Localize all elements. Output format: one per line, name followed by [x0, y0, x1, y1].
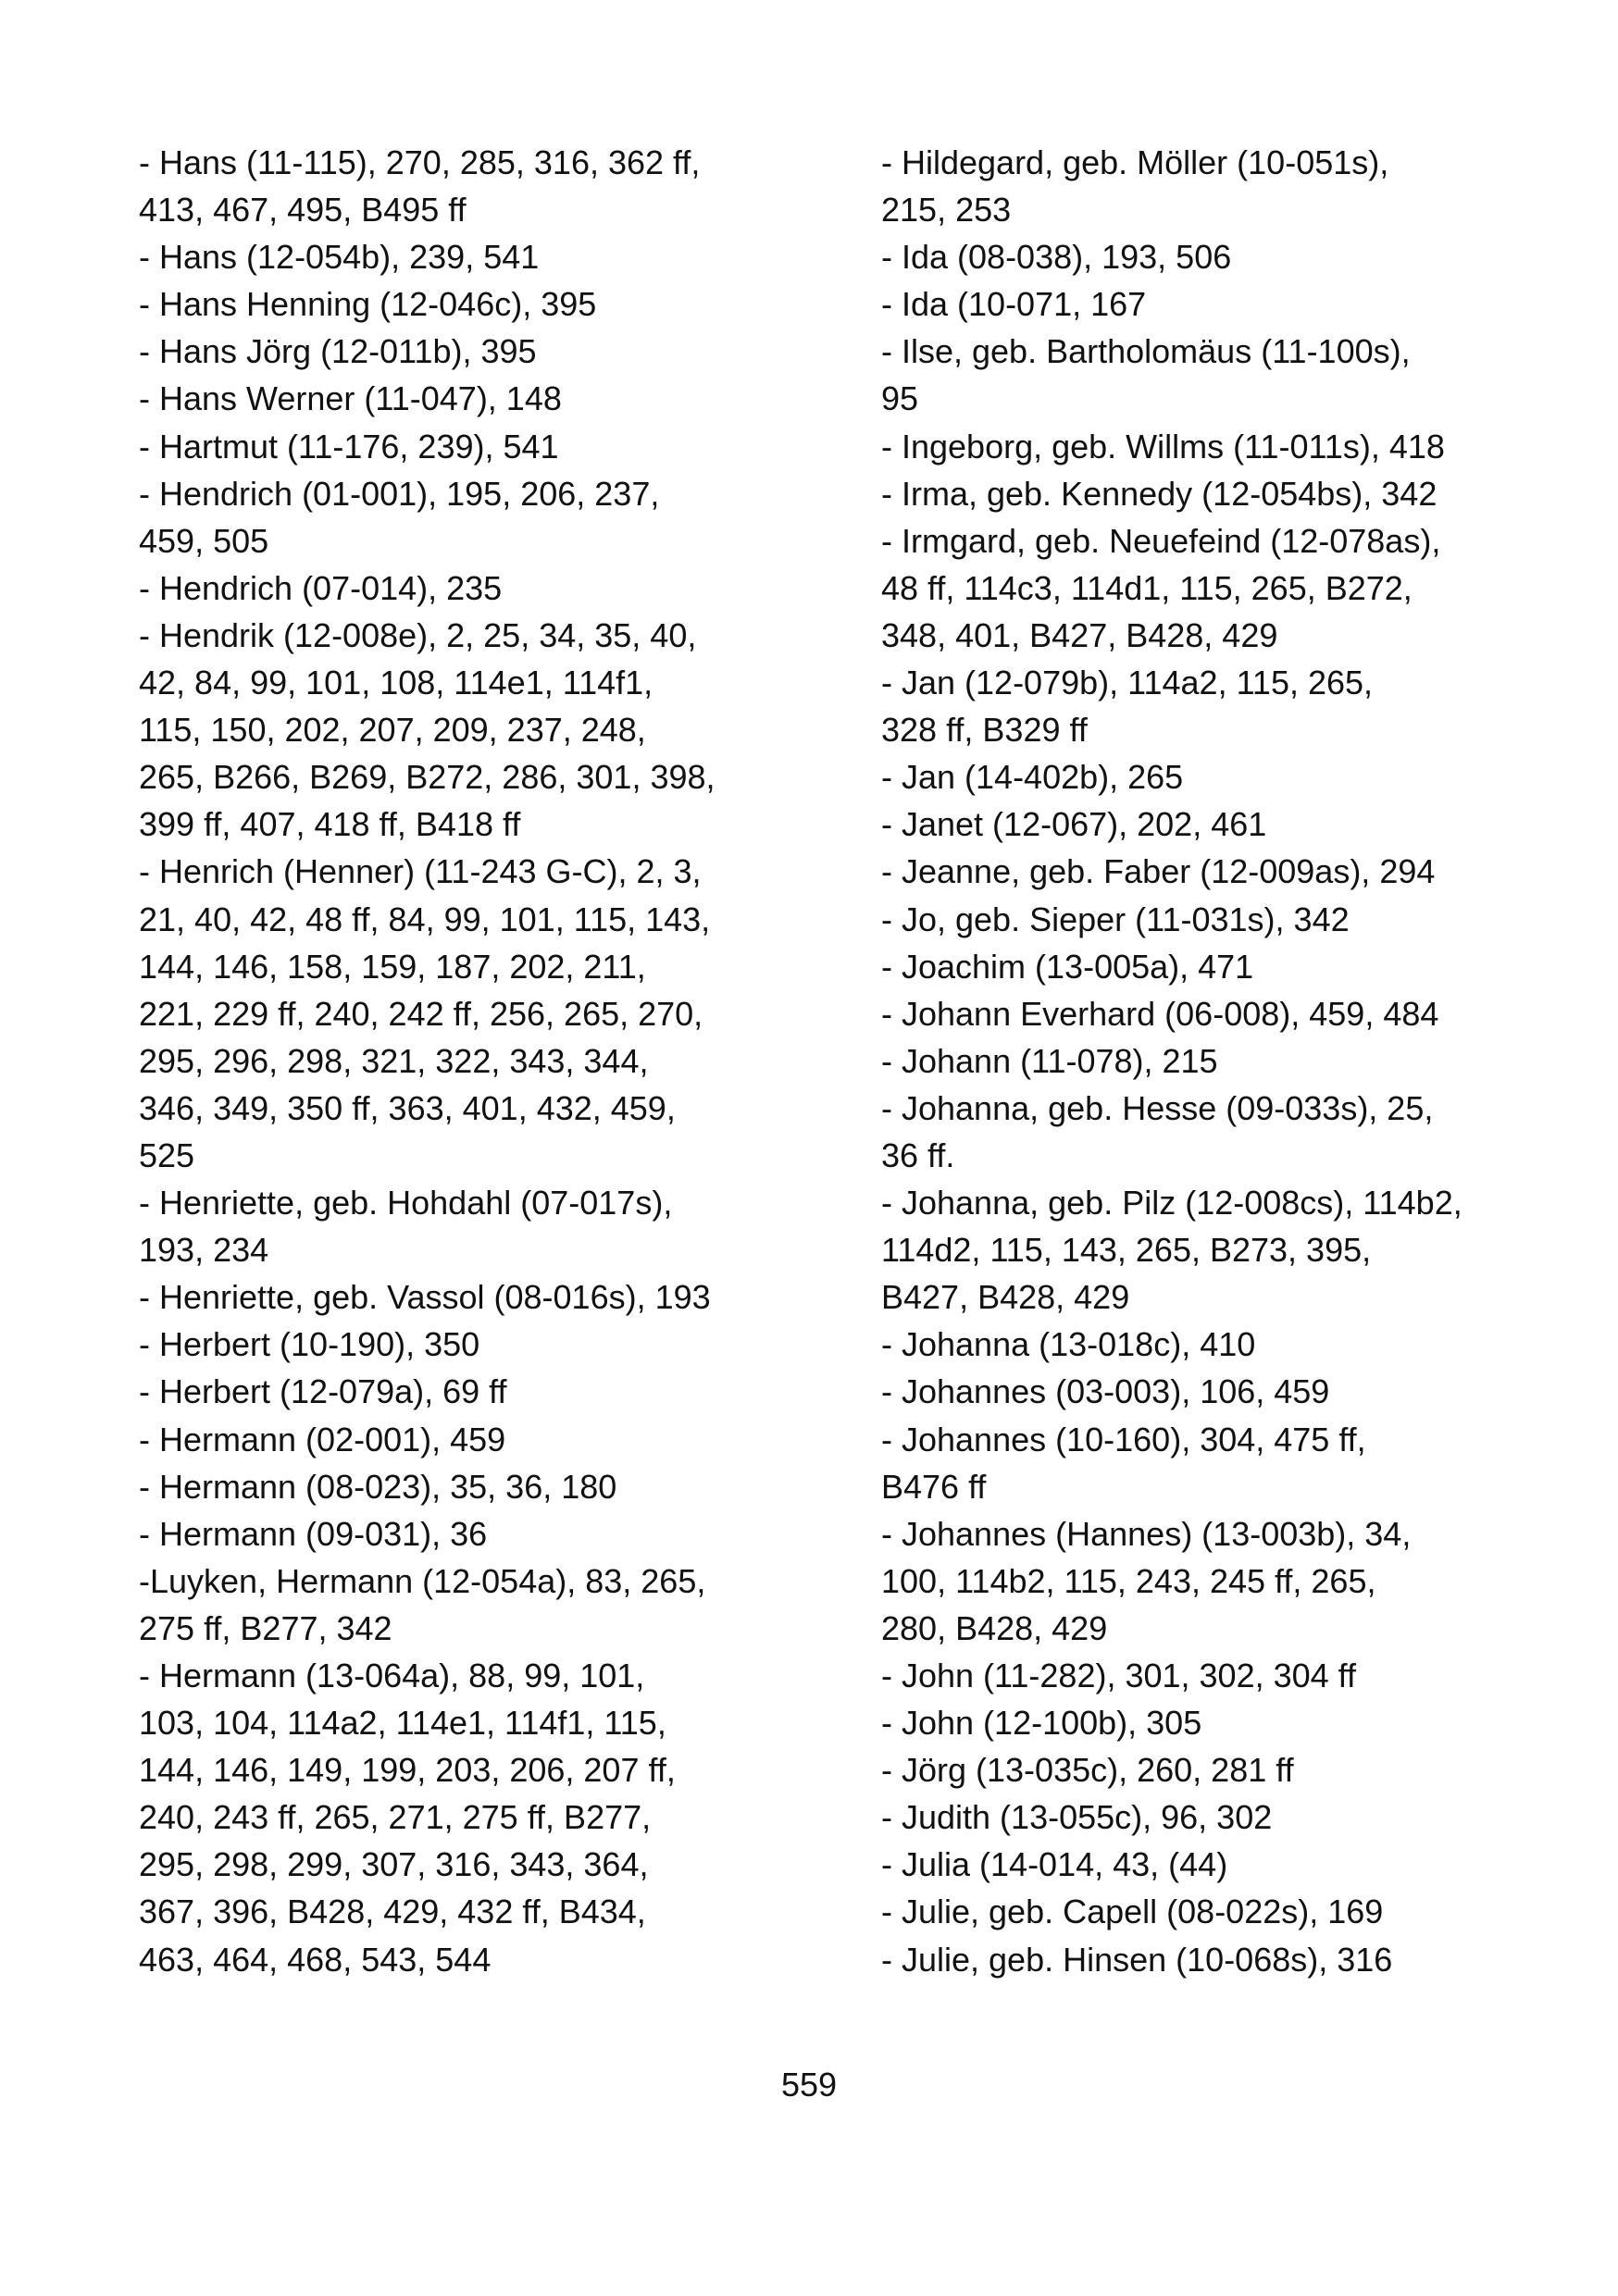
index-entry-line: 48 ff, 114c3, 114d1, 115, 265, B272, [881, 568, 1413, 607]
index-entry-line: - Hermann (09-031), 36 [139, 1514, 488, 1553]
index-entry-line: - Johanna (13-018c), 410 [881, 1325, 1256, 1364]
index-entry-line: 295, 296, 298, 321, 322, 343, 344, [139, 1041, 649, 1080]
index-entry-line: - Herbert (12-079a), 69 ff [139, 1372, 507, 1411]
index-entry-line: - Herbert (10-190), 350 [139, 1325, 480, 1364]
index-entry-line: - Hans Werner (11-047), 148 [139, 379, 562, 418]
index-entry-line: 42, 84, 99, 101, 108, 114e1, 114f1, [139, 664, 653, 702]
index-entry-line: - Jörg (13-035c), 260, 281 ff [881, 1751, 1294, 1790]
index-entry-line: 215, 253 [881, 191, 1012, 230]
index-entry-line: - Johann (11-078), 215 [881, 1041, 1218, 1080]
index-entry-line: - Hans (12-054b), 239, 541 [139, 238, 540, 277]
index-entry-line: 221, 229 ff, 240, 242 ff, 256, 265, 270, [139, 994, 703, 1033]
index-entry-line: - Janet (12-067), 202, 461 [881, 805, 1267, 844]
index-entry-line: - Hans (11-115), 270, 285, 316, 362 ff, [139, 143, 701, 181]
index-entry-line: - Johanna, geb. Hesse (09-033s), 25, [881, 1088, 1434, 1127]
index-entry-line: - Ingeborg, geb. Willms (11-011s), 418 [881, 427, 1445, 465]
index-entry-line: 399 ff, 407, 418 ff, B418 ff [139, 805, 521, 844]
index-column-left [139, 139, 787, 1983]
index-entry-line: 144, 146, 158, 159, 187, 202, 211, [139, 947, 646, 986]
index-entry-line: - John (11-282), 301, 302, 304 ff [881, 1657, 1357, 1694]
index-entry-line: - Hermann (02-001), 459 [139, 1420, 506, 1458]
index-entry-line: 100, 114b2, 115, 243, 245 ff, 265, [881, 1561, 1376, 1600]
index-entry-line: 115, 150, 202, 207, 209, 237, 248, [139, 711, 646, 750]
index-entry-line: - Johann Everhard (06-008), 459, 484 [881, 994, 1439, 1033]
index-entry-line: 193, 234 [139, 1231, 269, 1270]
index-entry-line: 525 [139, 1136, 195, 1174]
index-entry-line: - Henriette, geb. Hohdahl (07-017s), [139, 1184, 673, 1222]
index-entry-line: - Ida (10-071, 167 [881, 285, 1147, 324]
index-entry-line: B427, B428, 429 [881, 1278, 1130, 1317]
index-entry-line: 114d2, 115, 143, 265, B273, 395, [881, 1231, 1372, 1270]
index-entry-line: - Ida (08-038), 193, 506 [881, 238, 1232, 277]
index-entry-line: 95 [881, 379, 919, 418]
index-entry-line: - Hans Jörg (12-011b), 395 [139, 332, 537, 371]
index-entry-line: - Irma, geb. Kennedy (12-054bs), 342 [881, 474, 1438, 513]
index-entry-line: - Jan (14-402b), 265 [881, 758, 1184, 797]
index-entry-line: 280, B428, 429 [881, 1608, 1108, 1647]
index-entry-line: 21, 40, 42, 48 ff, 84, 99, 101, 115, 143, [139, 900, 711, 938]
index-entry-line: - Joachim (13-005a), 471 [881, 947, 1254, 986]
index-entry-line: - Henrich (Henner) (11-243 G-C), 2, 3, [139, 852, 702, 891]
index-entry-line: - Hendrik (12-008e), 2, 25, 34, 35, 40, [139, 615, 697, 654]
index-entry-line: - Jeanne, geb. Faber (12-009as), 294 [881, 852, 1436, 891]
index-entry-line: - Hildegard, geb. Möller (10-051s), [881, 143, 1389, 181]
index-entry-line: - Julie, geb. Capell (08-022s), 169 [881, 1893, 1384, 1931]
index-entry-line: - Henriette, geb. Vassol (08-016s), 193 [139, 1278, 711, 1317]
index-entry-line: - Ilse, geb. Bartholomäus (11-100s), [881, 332, 1411, 371]
index-entry-line: 265, B266, B269, B272, 286, 301, 398, [139, 758, 716, 797]
index-entry-line: - Hendrich (07-014), 235 [139, 568, 503, 607]
index-entry-line: 459, 505 [139, 521, 269, 560]
index-entry-line: - Johanna, geb. Pilz (12-008cs), 114b2, [881, 1184, 1462, 1222]
index-entry-line: 348, 401, B427, B428, 429 [881, 615, 1278, 654]
index-entry-line: -Luyken, Hermann (12-054a), 83, 265, [139, 1561, 706, 1600]
index-entry-line: - Hermann (08-023), 35, 36, 180 [139, 1467, 617, 1506]
index-entry-line: - Johannes (Hannes) (13-003b), 34, [881, 1514, 1412, 1553]
index-entry-line: 36 ff. [881, 1136, 955, 1174]
index-entry-line: 463, 464, 468, 543, 544 [139, 1940, 492, 1979]
index-entry-line: 413, 467, 495, B495 ff [139, 191, 467, 230]
index-column-right [881, 139, 1529, 1983]
index-entry-line: B476 ff [881, 1467, 987, 1506]
index-entry-line: 144, 146, 149, 199, 203, 206, 207 ff, [139, 1751, 676, 1790]
index-entry-line: 295, 298, 299, 307, 316, 343, 364, [139, 1845, 649, 1884]
index-entry-line: 103, 104, 114a2, 114e1, 114f1, 115, [139, 1704, 666, 1743]
index-entry-line: - Johannes (03-003), 106, 459 [881, 1372, 1330, 1411]
index-entry-line: 367, 396, B428, 429, 432 ff, B434, [139, 1893, 646, 1931]
index-entry-line: - Hermann (13-064a), 88, 99, 101, [139, 1657, 645, 1694]
page-number: 559 [780, 2066, 838, 2104]
index-entry-line: - Jo, geb. Sieper (11-031s), 342 [881, 900, 1350, 938]
index-entry-line: 275 ff, B277, 342 [139, 1608, 392, 1647]
index-entry-line: - Hendrich (01-001), 195, 206, 237, [139, 474, 660, 513]
index-entry-line: - Hartmut (11-176, 239), 541 [139, 427, 559, 465]
index-entry-line: - Julie, geb. Hinsen (10-068s), 316 [881, 1940, 1393, 1979]
index-entry-line: 346, 349, 350 ff, 363, 401, 432, 459, [139, 1088, 676, 1127]
index-entry-line: - Irmgard, geb. Neuefeind (12-078as), [881, 521, 1441, 560]
index-entry-line: 328 ff, B329 ff [881, 711, 1088, 750]
index-entry-line: - Julia (14-014, 43, (44) [881, 1845, 1228, 1884]
index-entry-line: - John (12-100b), 305 [881, 1704, 1202, 1743]
index-entry-line: - Johannes (10-160), 304, 475 ff, [881, 1420, 1366, 1458]
index-entry-line: - Hans Henning (12-046c), 395 [139, 285, 597, 324]
index-entry-line: - Jan (12-079b), 114a2, 115, 265, [881, 664, 1374, 702]
index-entry-line: 240, 243 ff, 265, 271, 275 ff, B277, [139, 1798, 652, 1837]
index-entry-line: - Judith (13-055c), 96, 302 [881, 1798, 1273, 1837]
